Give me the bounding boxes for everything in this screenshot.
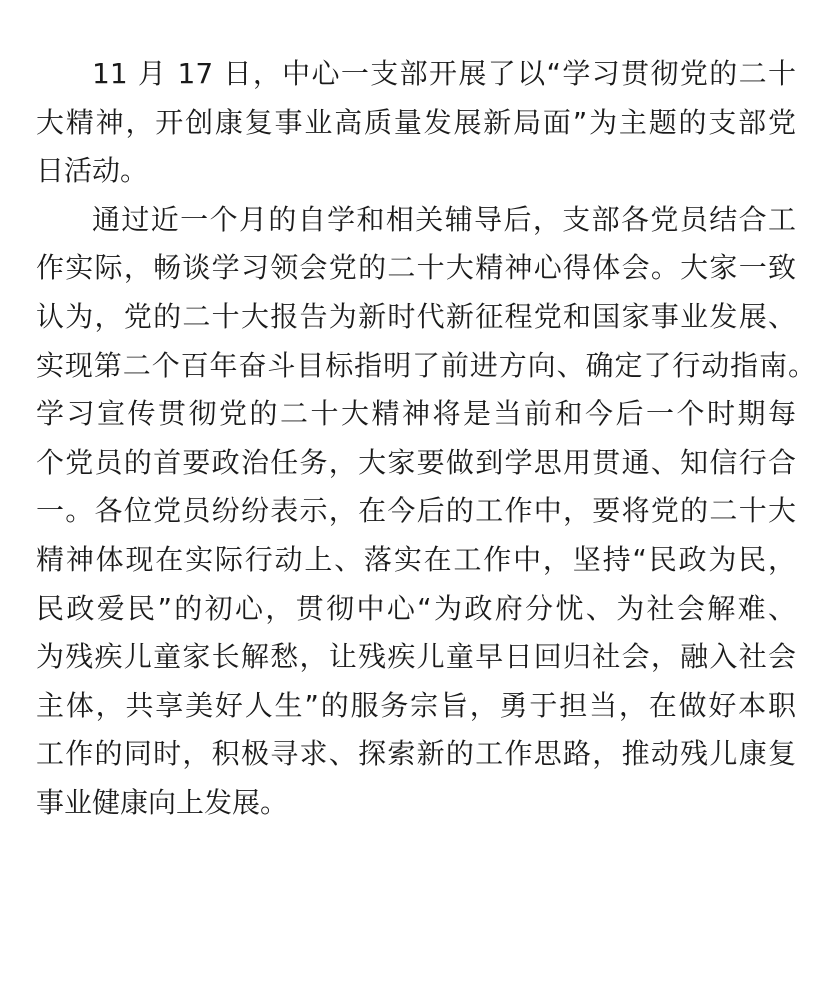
text-line: 作实际，畅谈学习领会党的二十大精神心得体会。大家一致 — [36, 251, 796, 285]
paragraph-2 — [36, 196, 816, 828]
text-line: 实现第二个百年奋斗目标指明了前进方向、确定了行动指南。 — [36, 348, 816, 382]
text-line: 认为，党的二十大报告为新时代新征程党和国家事业发展、 — [36, 299, 796, 333]
text-line: 工作的同时，积极寻求、探索新的工作思路，推动残儿康复 — [36, 737, 796, 771]
text-line: 通过近一个月的自学和相关辅导后，支部各党员结合工 — [92, 202, 796, 236]
text-line: 事业健康向上发展。 — [36, 785, 289, 819]
text-line: 11 月 17 日，中心一支部开展了以“学习贯彻党的二十 — [92, 57, 796, 90]
text-line: 为残疾儿童家长解愁，让残疾儿童早日回归社会，融入社会 — [36, 640, 796, 674]
document-body — [36, 50, 816, 828]
text-line: 学习宣传贯彻党的二十大精神将是当前和今后一个时期每 — [36, 397, 796, 431]
paragraph-1 — [36, 50, 796, 196]
text-line: 民政爱民”的初心，贯彻中心“为政府分忧、为社会解难、 — [36, 591, 796, 625]
text-line: 主体，共享美好人生”的服务宗旨，勇于担当，在做好本职 — [36, 688, 796, 722]
text-line: 精神体现在实际行动上、落实在工作中，坚持“民政为民， — [36, 542, 796, 576]
text-line: 一。各位党员纷纷表示，在今后的工作中，要将党的二十大 — [36, 494, 796, 528]
text-line: 大精神，开创康复事业高质量发展新局面”为主题的支部党 — [36, 105, 796, 139]
text-line: 个党员的首要政治任务，大家要做到学思用贯通、知信行合 — [36, 445, 796, 479]
text-line: 日活动。 — [36, 154, 149, 188]
